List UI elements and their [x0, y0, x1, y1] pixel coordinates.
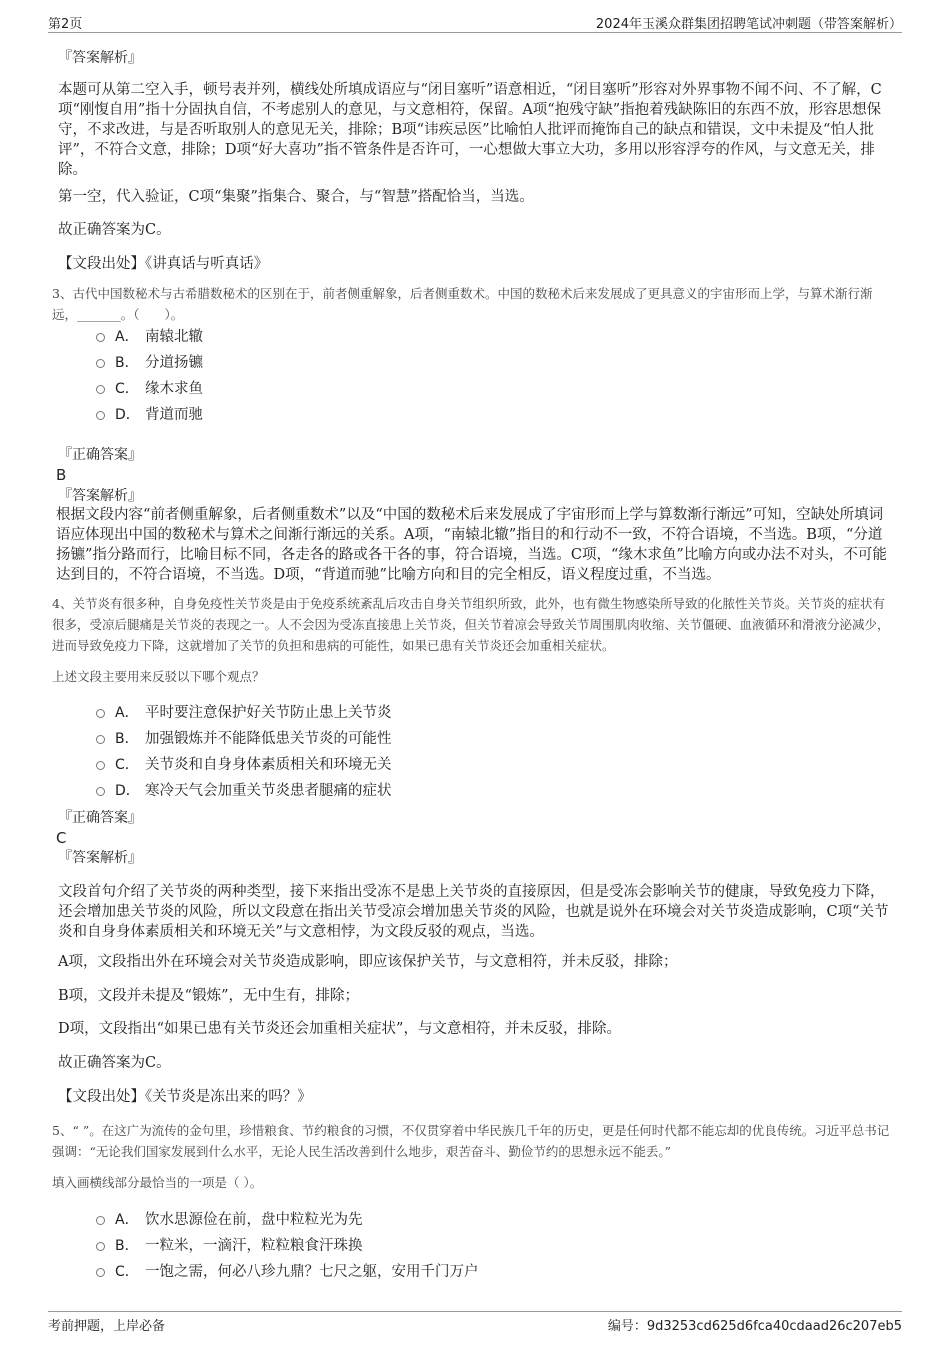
q3-option-b[interactable]: B． 分道扬镳	[96, 350, 203, 376]
q4-answer-label: 『正确答案』	[58, 810, 142, 826]
q4-analysis-label: 『答案解析』	[58, 850, 142, 866]
radio-icon[interactable]	[96, 1242, 105, 1251]
q2-conclusion: 故正确答案为C。	[58, 222, 171, 238]
q3-option-a[interactable]: A． 南辕北辙	[96, 324, 203, 350]
q4-options	[96, 700, 392, 804]
q4-analysis-d: D项，文段指出“如果已患有关节炎还会加重相关症状”，与文意相符，并未反驳，排除。	[58, 1021, 621, 1037]
q4-analysis-a: A项，文段指出外在环境会对关节炎造成影响，即应该保护关节，与文意相符，并未反驳，排除；	[58, 954, 678, 970]
q3-answer: B	[56, 466, 67, 484]
q4-option-d[interactable]: D． 寒冷天气会加重关节炎患者腿痛的症状	[96, 778, 392, 804]
radio-icon[interactable]	[96, 1268, 105, 1277]
q5-question: 填入画横线部分最恰当的一项是（ ）。	[52, 1175, 263, 1190]
q2-analysis-text-2: 第一空，代入验证，C项“集聚”指集合、聚合，与“智慧”搭配恰当，当选。	[58, 189, 534, 205]
q5-option-a[interactable]: A． 饮水思源俭在前，盘中粒粒光为先	[96, 1207, 479, 1233]
radio-icon[interactable]	[96, 761, 105, 770]
q4-conclusion: 故正确答案为C。	[58, 1055, 171, 1071]
q3-analysis-label: 『答案解析』	[58, 488, 142, 504]
radio-icon[interactable]	[96, 359, 105, 368]
q5-option-b[interactable]: B． 一粒米，一滴汗，粒粒粮食汗珠换	[96, 1233, 479, 1259]
q2-analysis-label: 『答案解析』	[58, 50, 142, 66]
q4-option-c[interactable]: C． 关节炎和自身身体素质相关和环境无关	[96, 752, 392, 778]
q4-analysis-b: B项，文段并未提及“锻炼”，无中生有，排除；	[58, 988, 359, 1004]
radio-icon[interactable]	[96, 333, 105, 342]
radio-icon[interactable]	[96, 411, 105, 420]
q4-answer: C	[56, 829, 67, 847]
q4-question: 上述文段主要用来反驳以下哪个观点？	[52, 669, 265, 684]
document-title: 2024年玉溪众群集团招聘笔试冲刺题（带答案解析）	[595, 17, 902, 32]
q5-options	[96, 1207, 479, 1285]
radio-icon[interactable]	[96, 1216, 105, 1225]
q3-options	[96, 324, 203, 428]
q3-option-d[interactable]: D． 背道而驰	[96, 402, 203, 428]
q4-analysis-text: 文段首句介绍了关节炎的两种类型，接下来指出受冻不是患上关节炎的直接原因，但是受冻会影响关节的健康，导致免疫力下降，还会增加患关节炎的风险，所以文段意在指出关节受凉会增加患关节炎的风险，也就是说外在环境会对关节炎造成影响，C项“关节炎和自身身体素质相关和环境无关”与文意相悖，为文段反驳的观点，当选。	[58, 884, 889, 940]
q4-option-b[interactable]: B． 加强锻炼并不能降低患关节炎的可能性	[96, 726, 392, 752]
q4-option-a[interactable]: A． 平时要注意保护好关节防止患上关节炎	[96, 700, 392, 726]
q4-source: 【文段出处】《关节炎是冻出来的吗？》	[58, 1089, 312, 1105]
q3-analysis-text: 根据文段内容“前者侧重解象，后者侧重数术”以及“中国的数秘术后来发展成了宇宙形而上学与算数渐行渐远”可知，空缺处所填词语应体现出中国的数秘术与算术之间渐行渐远的关系。A项，“南辕北辙”指目的和行动不一致，不符合语境，不当选。B项，“分道扬镳”指分路而行，比喻目标不同，各走各的路或各干各的事，符合语境，当选。C项，“缘木求鱼”比喻方向或办法不对头，不可能达到目的，不符合语境，不当选。D项，“背道而驰”比喻方向和目的完全相反，语义程度过重，不当选。	[56, 507, 887, 583]
radio-icon[interactable]	[96, 787, 105, 796]
q2-source: 【文段出处】《讲真话与听真话》	[58, 256, 269, 272]
radio-icon[interactable]	[96, 735, 105, 744]
page-footer	[48, 1311, 902, 1332]
q5-stem: 5、“ ”。在这广为流传的金句里，珍惜粮食、节约粮食的习惯，不仅贯穿着中华民族几千年的历史，更是任何时代都不能忘却的优良传统。习近平总书记强调：“无论我们国家发展到什么水平，无论人民生活改善到什么地步，艰苦奋斗、勤俭节约的思想永远不能丢。”	[52, 1123, 890, 1159]
q5-option-c[interactable]: C． 一饱之需，何必八珍九鼎？七尺之躯，安用千门万户	[96, 1259, 479, 1285]
page-number: 第2页	[48, 17, 83, 32]
q3-option-c[interactable]: C． 缘木求鱼	[96, 376, 203, 402]
q3-answer-label: 『正确答案』	[58, 447, 142, 463]
q4-stem: 4、关节炎有很多种，自身免疫性关节炎是由于免疫系统紊乱后攻击自身关节组织所致，此外，也有微生物感染所导致的化脓性关节炎。关节炎的症状有很多，受凉后腿痛是关节炎的表现之一。人不会因为受冻直接患上关节炎，但关节着凉会导致关节周围肌肉收缩、关节僵硬、血液循环和滑液分泌减少，进而导致免疫力下降，这就增加了关节的负担和患病的可能性，如果已患有关节炎还会加重相关症状。	[52, 596, 890, 653]
radio-icon[interactable]	[96, 709, 105, 718]
radio-icon[interactable]	[96, 385, 105, 394]
q3-stem: 3、古代中国数秘术与古希腊数秘术的区别在于，前者侧重解象，后者侧重数术。中国的数秘术后来发展成了更具意义的宇宙形而上学，与算术渐行渐远，_______。（ ）。	[52, 286, 873, 322]
document-code: 编号：9d3253cd625d6fca40cdaad26c207eb5	[607, 1319, 902, 1334]
q2-analysis-text: 本题可从第二空入手，顿号表并列，横线处所填成语应与“闭目塞听”语意相近，“闭目塞听”形容对外界事物不闻不问、不了解，C项“刚愎自用”指十分固执自信，不考虑别人的意见，与文意相符，保留。A项“抱残守缺”指抱着残缺陈旧的东西不放，形容思想保守，不求改进，与是否听取别人的意见无关，排除；B项“讳疾忌医”比喻怕人批评而掩饰自己的缺点和错误，文中未提及“怕人批评”，不符合文意，排除；D项“好大喜功”指不管条件是否许可，一心想做大事立大功，多用以形容浮夸的作风，与文意无关，排除。	[58, 82, 882, 178]
footer-slogan: 考前押题，上岸必备	[48, 1319, 166, 1334]
page-header	[48, 10, 902, 33]
